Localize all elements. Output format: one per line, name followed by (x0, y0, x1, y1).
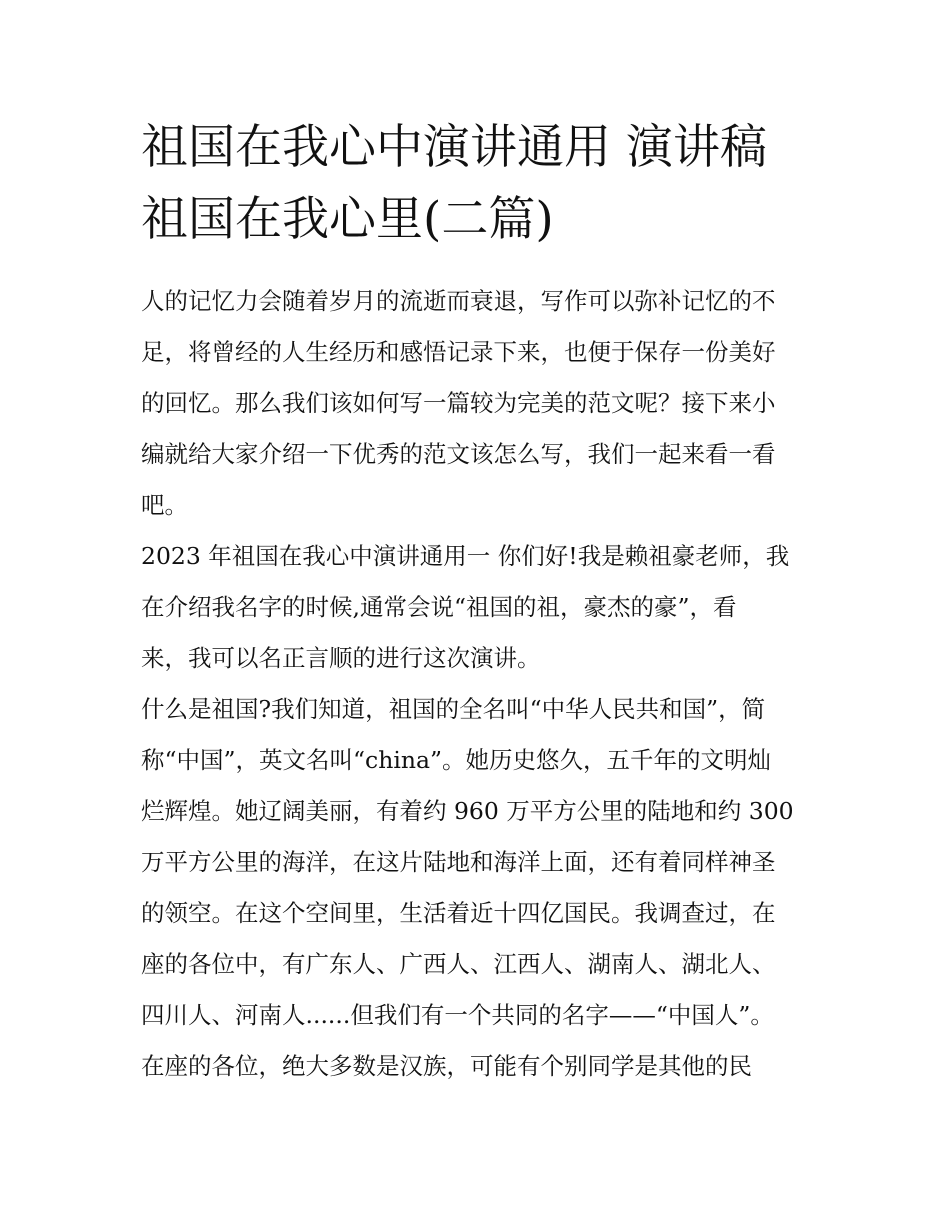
title-line-1: 祖国在我心中演讲通用 演讲稿 (141, 120, 767, 175)
text-line: 座的各位中，有广东人、广西人、江西人、湖南人、湖北人、 (141, 950, 776, 978)
text-line: 编就给大家介绍一下优秀的范文该怎么写，我们一起来看一看 (141, 440, 776, 468)
paragraph-what-is-motherland (141, 684, 821, 1092)
paragraph-intro (141, 276, 821, 531)
text-line: 在座的各位，绝大多数是汉族，可能有个别同学是其他的民 (141, 1052, 752, 1080)
text-line: 的回忆。那么我们该如何写一篇较为完美的范文呢？接下来小 (141, 389, 776, 417)
text-line: 在介绍我名字的时候,通常会说“祖国的祖，豪杰的豪”，看 (141, 593, 737, 621)
text-line: 人的记忆力会随着岁月的流逝而衰退，写作可以弥补记忆的不 (141, 287, 776, 315)
text-line: 万平方公里的海洋，在这片陆地和海洋上面，还有着同样神圣 (141, 848, 776, 876)
text-line: 的领空。在这个空间里，生活着近十四亿国民。我调查过，在 (141, 899, 776, 927)
document-body (141, 276, 821, 1092)
text-line: 什么是祖国?我们知道，祖国的全名叫“中华人民共和国”，简 (141, 695, 766, 723)
text-line: 吧。 (141, 491, 188, 519)
text-line: 足，将曾经的人生经历和感悟记录下来，也便于保存一份美好 (141, 338, 776, 366)
text-line: 四川人、河南人......但我们有一个共同的名字——“中国人”。 (141, 1001, 774, 1029)
document-title (141, 112, 821, 256)
text-line: 来，我可以名正言顺的进行这次演讲。 (141, 644, 541, 672)
text-line: 称“中国”，英文名叫“china”。她历史悠久，五千年的文明灿 (141, 746, 772, 774)
text-line: 烂辉煌。她辽阔美丽，有着约 960 万平方公里的陆地和约 300 (141, 797, 794, 825)
paragraph-speech-opening (141, 531, 821, 684)
title-line-2: 祖国在我心里(二篇) (141, 192, 554, 247)
text-line: 2023 年祖国在我心中演讲通用一 你们好!我是赖祖豪老师，我 (141, 542, 790, 570)
